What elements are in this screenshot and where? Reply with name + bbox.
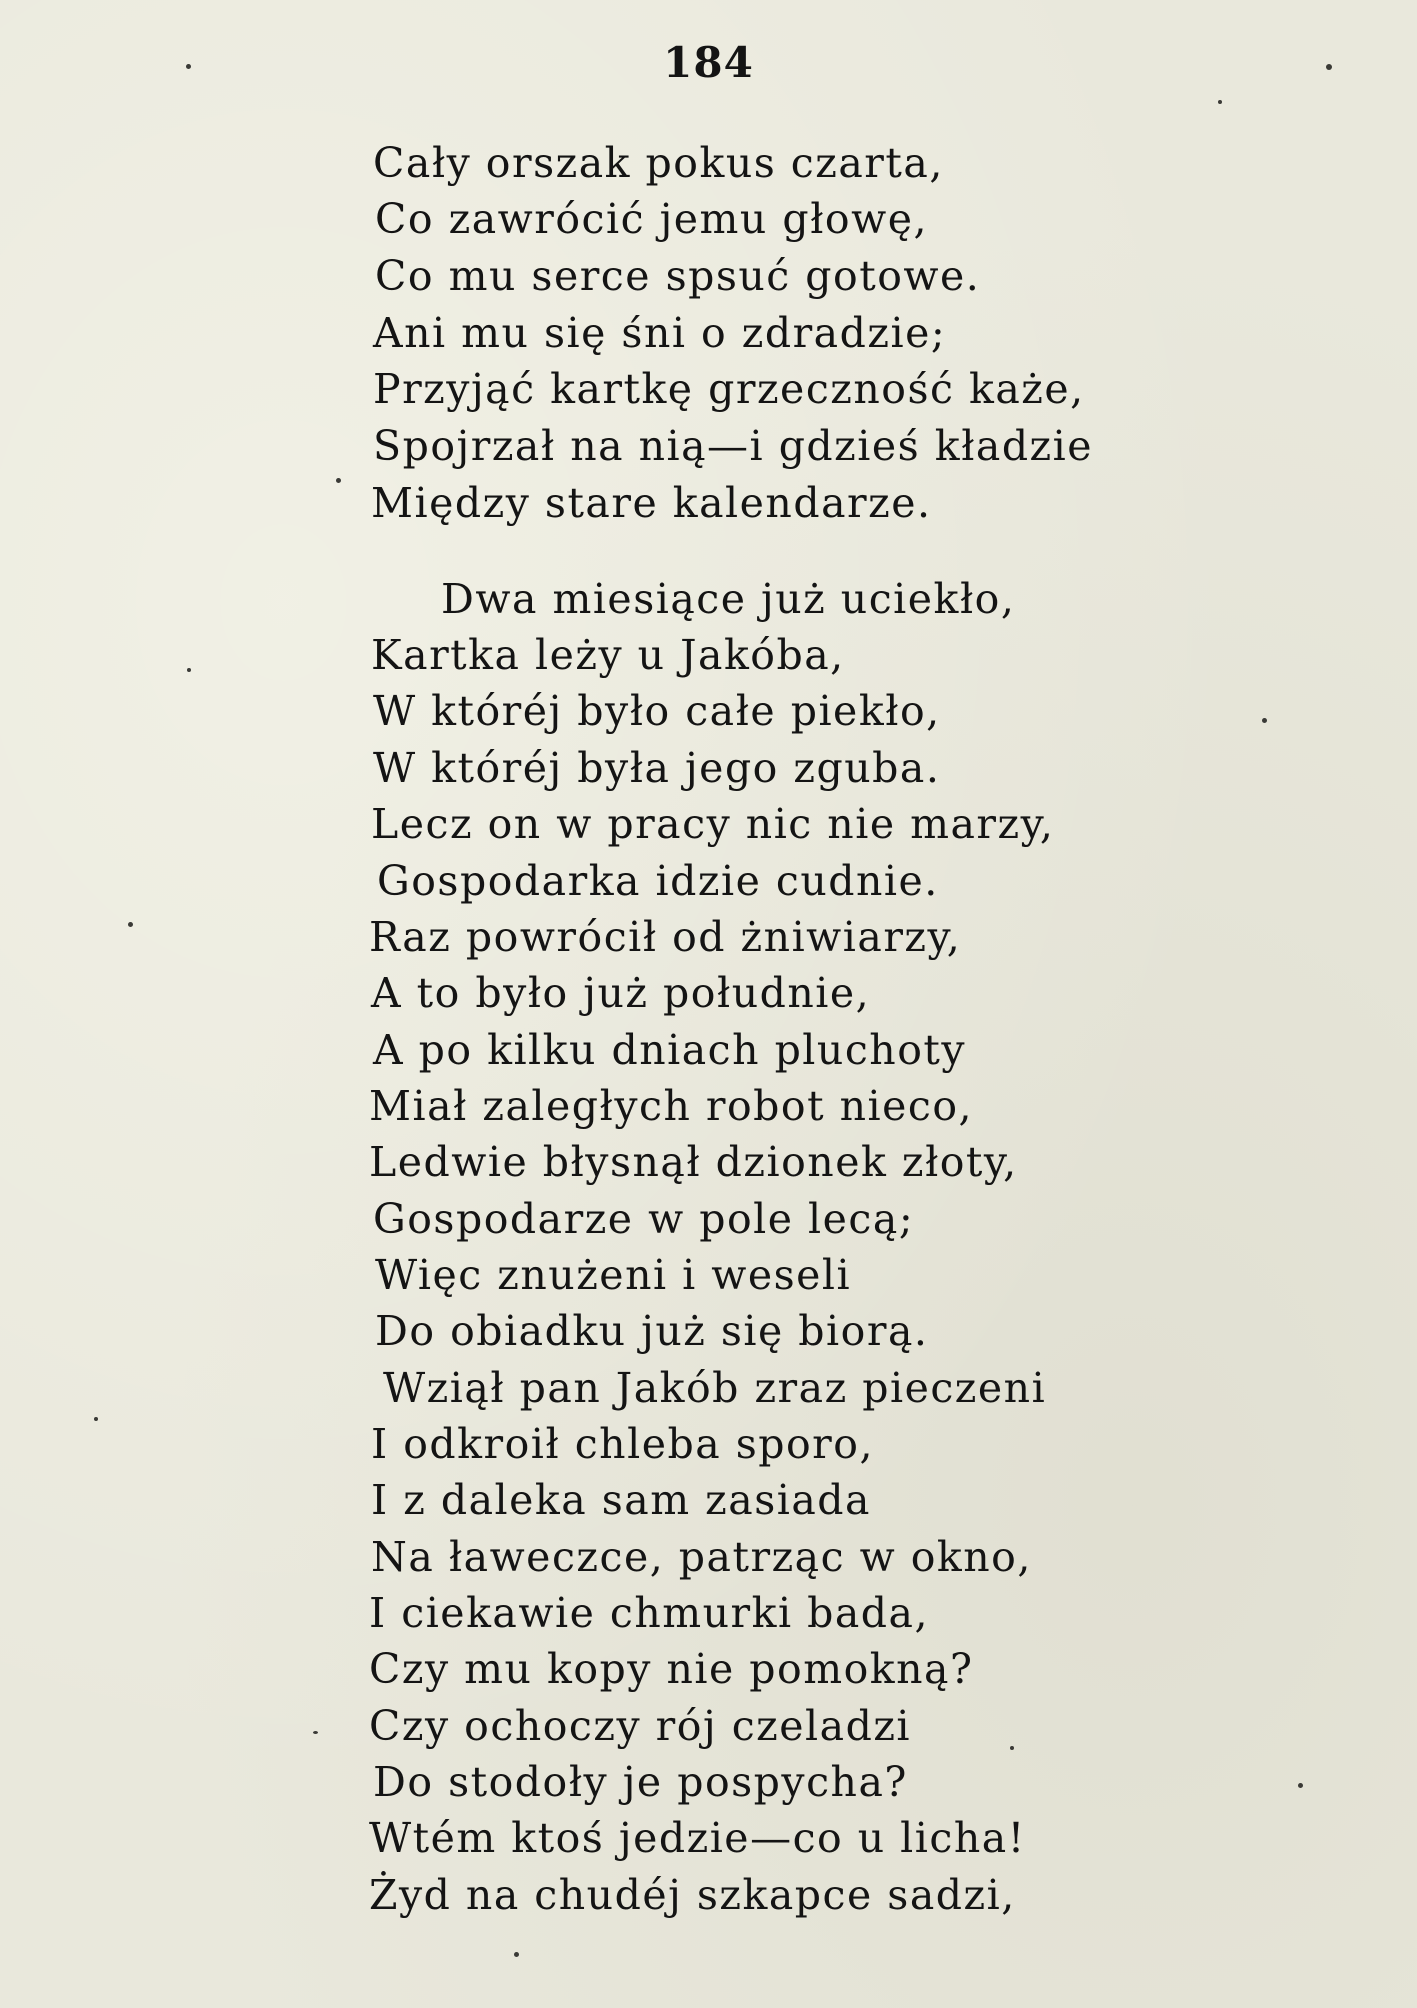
verse-line: Co zawrócić jemu głowę,: [375, 195, 928, 243]
paper-speck: [1262, 718, 1267, 723]
paper-speck: [1010, 1746, 1014, 1750]
paper-speck: [128, 922, 133, 927]
paper-speck: [1326, 64, 1332, 70]
verse-line: W któréj była jego zguba.: [373, 744, 941, 792]
paper-speck: [313, 1731, 318, 1734]
paper-speck: [94, 1417, 98, 1421]
verse-line: Dwa miesiące już uciekło,: [441, 575, 1016, 623]
verse-line: Co mu serce spsuć gotowe.: [375, 252, 981, 300]
paper-speck: [1298, 1783, 1303, 1788]
verse-line: Do obiadku już się biorą.: [375, 1307, 929, 1355]
verse-line: A to było już południe,: [371, 969, 871, 1017]
verse-line: Wtém ktoś jedzie—co u licha!: [369, 1814, 1026, 1862]
verse-line: Na ławeczce, patrząc w okno,: [371, 1533, 1032, 1581]
verse-line: I z daleka sam zasiada: [371, 1476, 871, 1524]
paper-speck: [187, 668, 191, 672]
verse-line: Lecz on w pracy nic nie marzy,: [371, 800, 1055, 848]
verse-line: Cały orszak pokus czarta,: [373, 139, 944, 187]
verse-line: Więc znużeni i weseli: [375, 1251, 852, 1299]
verse-line: Ani mu się śni o zdradzie;: [373, 309, 947, 357]
verse-line: I ciekawie chmurki bada,: [369, 1589, 930, 1637]
verse-line: Przyjąć kartkę grzeczność każe,: [373, 365, 1085, 413]
verse-line: A po kilku dniach pluchoty: [373, 1026, 967, 1074]
verse-line: Wziął pan Jakób zraz pieczeni: [383, 1364, 1047, 1412]
verse-line: Między stare kalendarze.: [371, 479, 932, 527]
verse-line: Gospodarze w pole lecą;: [373, 1195, 915, 1243]
verse-line: Żyd na chudéj szkapce sadzi,: [369, 1871, 1016, 1919]
paper-speck: [1218, 100, 1222, 104]
verse-line: Raz powrócił od żniwiarzy,: [369, 913, 962, 961]
verse-line: I odkroił chleba sporo,: [371, 1420, 874, 1468]
page-number: 184: [663, 38, 754, 87]
verse-line: Ledwie błysnął dzionek złoty,: [369, 1138, 1018, 1186]
verse-line: Miał zaległych robot nieco,: [369, 1082, 974, 1130]
verse-line: W któréj było całe piekło,: [373, 687, 941, 735]
paper-speck: [336, 478, 341, 483]
verse-line: Gospodarka idzie cudnie.: [377, 857, 939, 905]
paper-speck: [514, 1952, 519, 1957]
verse-line: Czy ochoczy rój czeladzi: [369, 1702, 912, 1750]
verse-line: Kartka leży u Jakóba,: [371, 631, 845, 679]
paper-speck: [186, 64, 191, 69]
verse-line: Spojrzał na nią—i gdzieś kładzie: [373, 422, 1094, 470]
verse-line: Do stodoły je pospycha?: [373, 1758, 908, 1806]
verse-line: Czy mu kopy nie pomokną?: [369, 1645, 974, 1693]
